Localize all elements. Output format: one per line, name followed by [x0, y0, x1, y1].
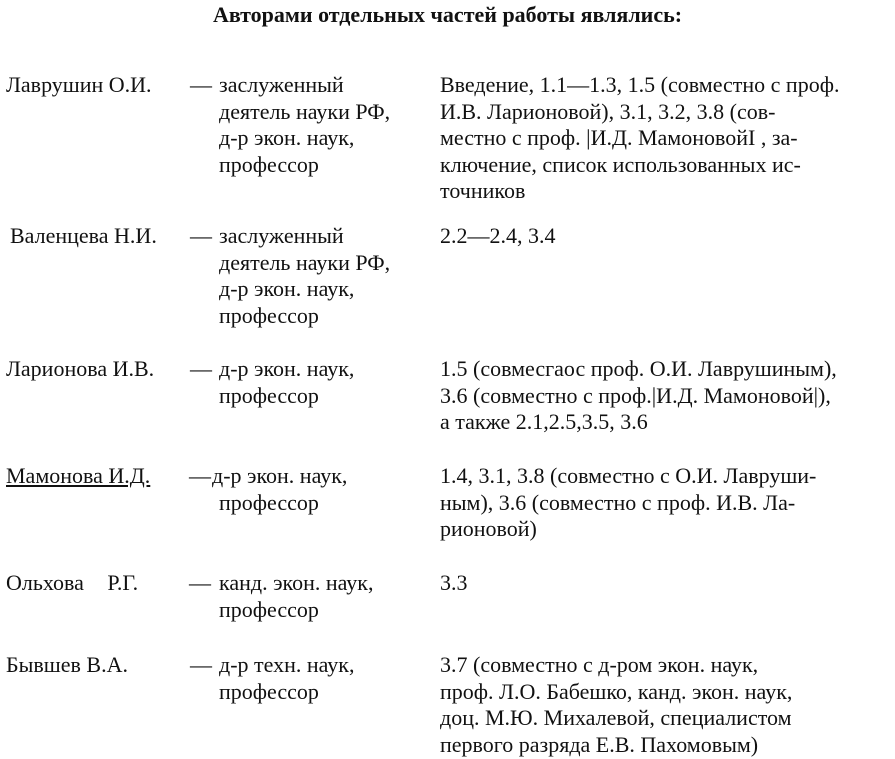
author-role	[219, 570, 431, 623]
author-parts	[440, 72, 890, 205]
parts-line: Введение, 1.1—1.3, 1.5 (совместно с проф.	[440, 72, 840, 97]
parts-line: доц. М.Ю. Михалевой, специалистом	[440, 705, 792, 730]
author-parts	[440, 570, 890, 597]
role-line: д-р экон. наук,	[212, 463, 348, 488]
role-line: профессор	[219, 596, 319, 622]
parts-line: проф. Л.О. Бабешко, канд. экон. наук,	[440, 678, 793, 704]
author-name: Мамонова И.Д.	[6, 463, 151, 488]
role-line: заслуженный	[219, 72, 344, 97]
parts-line: 3.6 (совместно с проф.|И.Д. Мамоновой|),	[440, 382, 831, 408]
role-line: д-р экон. наук,	[219, 356, 355, 381]
author-role	[219, 652, 431, 705]
parts-line: ключение, список использованных ис-	[440, 151, 801, 177]
parts-line: И.В. Ларионовой), 3.1, 3.2, 3.8 (сов-	[440, 98, 776, 124]
role-line: заслуженный	[219, 223, 344, 248]
role-line: профессор	[219, 678, 319, 704]
author-parts	[440, 463, 890, 543]
author-parts	[440, 652, 890, 758]
author-parts	[440, 356, 890, 436]
role-line: профессор	[219, 151, 319, 177]
author-name: Ольхова Р.Г.	[6, 570, 139, 595]
author-role	[219, 223, 431, 329]
author-role	[212, 463, 424, 516]
author-role	[219, 72, 431, 178]
role-line: канд. экон. наук,	[219, 570, 374, 595]
author-name: Бывшев В.А.	[6, 652, 128, 677]
author-dash: —	[190, 223, 212, 248]
parts-line: 3.7 (совместно с д-ром экон. наук,	[440, 652, 759, 677]
role-line: профессор	[219, 382, 319, 408]
parts-line: ным), 3.6 (совместно с проф. И.В. Ла-	[440, 489, 796, 515]
role-line: д-р экон. наук,	[219, 125, 355, 150]
author-name: Лаврушин О.И.	[6, 72, 152, 97]
parts-line: 1.4, 3.1, 3.8 (совместно с О.И. Лавруши-	[440, 463, 817, 488]
role-line: деятель науки РФ,	[219, 98, 391, 124]
author-dash: —	[190, 356, 212, 381]
parts-line: местно с проф. |И.Д. МамоновойI , за-	[440, 125, 798, 150]
parts-line: точников	[440, 178, 526, 203]
author-dash: —	[189, 570, 211, 595]
role-line: д-р экон. наук,	[219, 276, 355, 301]
author-dash: —	[190, 652, 212, 677]
parts-line: а также 2.1,2.5,3.5, 3.6	[440, 409, 648, 434]
author-name: Валенцева Н.И.	[10, 223, 157, 248]
role-line: профессор	[219, 302, 319, 328]
author-dash: —	[189, 463, 211, 488]
parts-line: рионовой)	[440, 516, 537, 541]
author-parts	[440, 223, 890, 250]
page-title: Авторами отдельных частей работы являлись:	[212, 2, 683, 27]
parts-line: 1.5 (совмесгаос проф. О.И. Лаврушиным),	[440, 356, 837, 381]
role-line: профессор	[219, 489, 319, 515]
author-role	[219, 356, 431, 409]
parts-line: 3.3	[440, 570, 468, 595]
author-name: Ларионова И.В.	[6, 356, 155, 381]
parts-line: 2.2—2.4, 3.4	[440, 223, 556, 248]
role-line: деятель науки РФ,	[219, 249, 391, 275]
role-line: д-р техн. наук,	[219, 652, 355, 677]
author-dash: —	[190, 72, 212, 97]
parts-line: первого разряда Е.В. Пахомовым)	[440, 731, 759, 757]
